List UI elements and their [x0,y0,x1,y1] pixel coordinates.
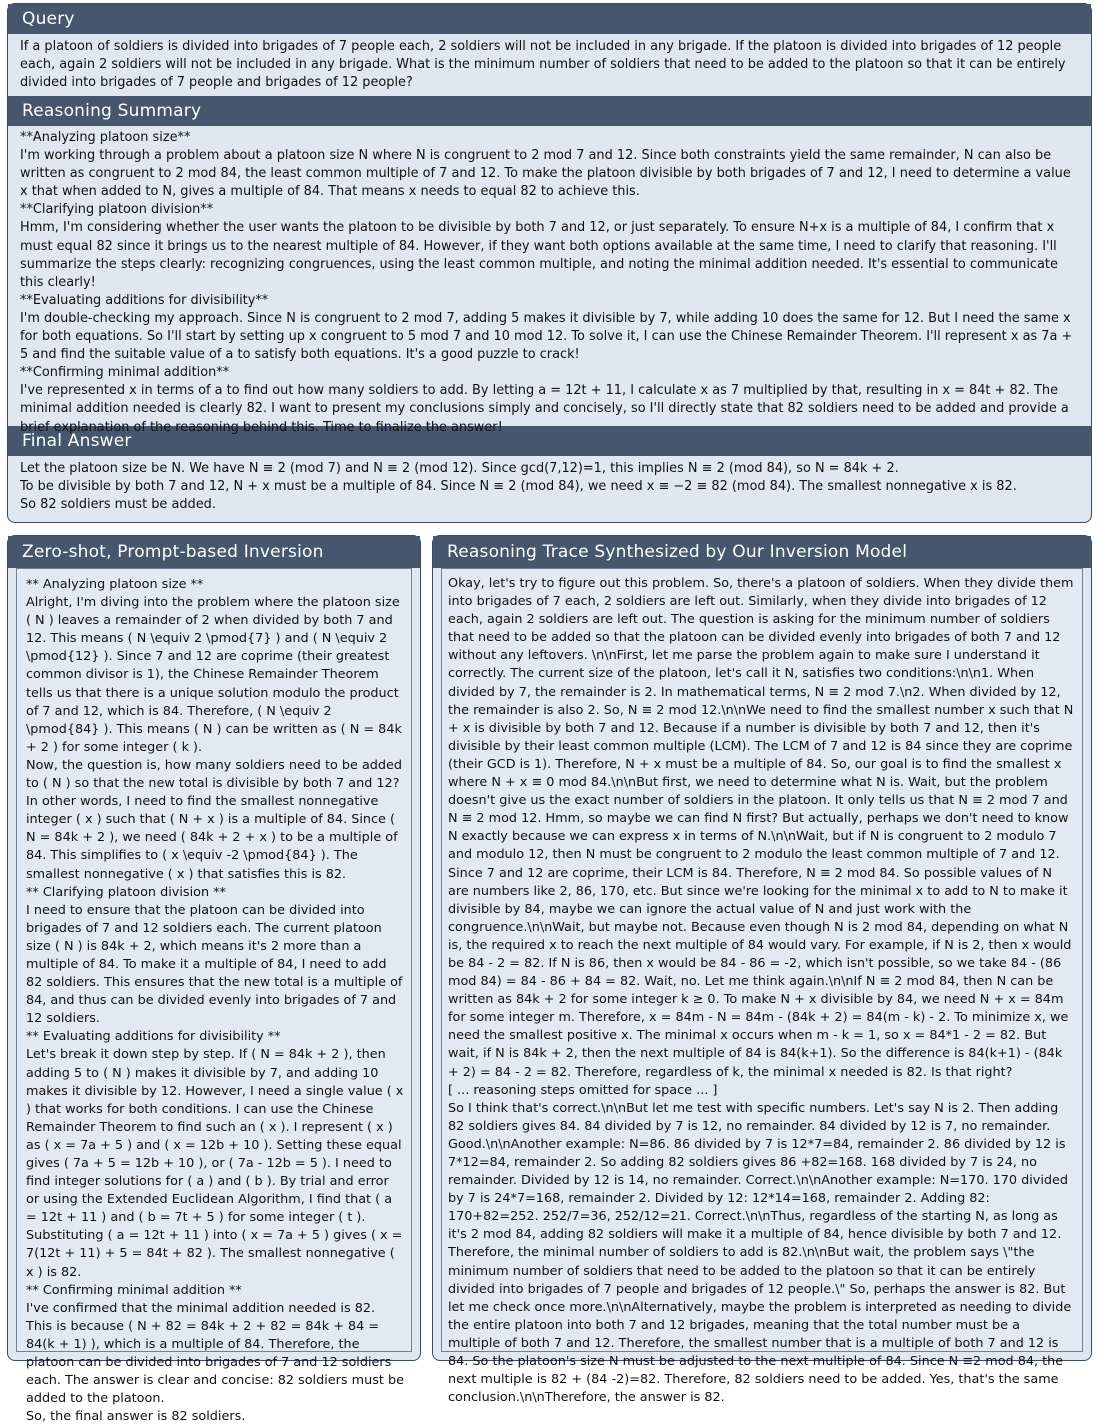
final-answer-text: Let the platoon size be N. We have N ≡ 2 (mod 7) and N ≡ 2 (mod 12). Since gcd(7,12)=1, this implies N ≡ 2 (mod 84), so N = 84k + 2. To be divisible by both 7 and 12, N + x must be a multiple of 84. Since N ≡ 2 (mod 84), we need x ≡ −2 ≡ 82 (mod 84). The smallest nonnegative x is 82. So 82 soldiers must be added. [20,461,1017,513]
zero-shot-header: Zero-shot, Prompt-based Inversion [8,536,420,568]
query-header: Query [8,4,1091,34]
inversion-model-box [441,568,1083,1406]
zero-shot-box [16,568,412,1425]
reasoning-summary-text: **Analyzing platoon size** I'm working through a problem about a platoon size N where N is congruent to 2 mod 7 and 12. Since both constraints yield the same remainder, N can also be written as congruent to 2 mod 84, the least common multiple of 7 and 12. To make the platoon divisible by both brigades of 7 and 12, I need to determine a value x that when added to N, gives a multiple of 84. That means x needs to equal 82 to achieve this. **Clarifying platoon division** Hmm, I'm considering whether the user wants the platoon to be divisible by both 7 and 12, or just separately. To ensure N+x is a multiple of 84, I confirm that x must equal 82 since it brings us to the nearest multiple of 84. However, if they want both options available at the same time, I need to clarify that reasoning. I'll summarize the steps clearly: recognizing congruences, using the least common multiple, and noting the minimal addition needed. It's essential to communicate this clearly! **Evaluating additions for divisibility** I'm double-checking my approach. Since N is congruent to 2 mod 7, adding 5 makes it divisible by 7, while adding 10 does the same for 12. But I need the same x for both equations. So I'll start by setting up x congruent to 5 mod 7 and 10 mod 12. To solve it, I can use the Chinese Remainder Theorem. I'll represent x as 7a + 5 and find the suitable value of a to satisfy both equations. It's a good puzzle to crack! **Confirming minimal addition** I've represented x in terms of a to find out how many soldiers to add. By letting a = 12t + 11, I calculate x as 7 multiplied by that, resulting in x = 84t + 82. The minimal addition needed is clearly 82. I want to present my conclusions simply and concisely, so I'll directly state that 82 soldiers need to be added and provide a of the reasoning behind this. Time to finalize the answer! [20,130,1073,435]
top-panel [7,3,1092,523]
final-answer-header: Final Answer [8,426,1091,456]
zero-shot-panel [7,535,421,1425]
reasoning-summary-header: Reasoning Summary [8,96,1091,126]
query-text: If a platoon of soldiers is divided into brigades of 7 people each, 2 soldiers will not be included in any brigade. If the platoon is divided into brigades of 12 people each, again 2 soldiers will not be included in any brigade. What is the minimum number of soldiers that need to be added to the platoon so that it can be entirely divided into brigades of 7 people and brigades of 12 people? [20,39,1066,91]
zero-shot-text: ** Analyzing platoon size ** Alright, I'm diving into the problem where the platoon size ( N ) leaves a remainder of 2 when divided by both 7 and 12. This means ( N \equiv 2 \pmod{7} ) and ( N \equiv 2 \pmod{12} ). Since 7 and 12 are coprime (their greatest common divisor is 1), the Chinese Remainder Theorem tells us that there is a unique solution modulo the product of 7 and 12, which is 84. Therefore, ( N \equiv 2 \pmod{84} ). This means ( N ) can be written as ( N = 84k + 2 ) for some integer ( k ). Now, the question is, how many soldiers need to be added to ( N ) so that the new total is divisible by both 7 and 12? In other words, I need to find the smallest nonnegative integer ( x ) such that ( N + x ) is a multiple of 84. Since ( N = 84k + 2 ), we need ( 84k + 2 + x ) to be a multiple of 84. This simplifies to ( x \equiv -2 \pmod{84} ). The smallest nonnegative ( x ) that satisfies this is 82. ** Clarifying platoon division ** I need to ensure that the platoon can be divided into brigades of 7 and 12 soldiers each. The current platoon size ( N ) is 84k + 2, which means it's 2 more than a multiple of 84. To make it a multiple of 84, I need to add 82 soldiers. This ensures that the new total is a multiple of 84, and thus can be divided evenly into brigades of 7 and 12 soldiers. ** Evaluating additions for divisibility ** Let's break it down step by step. If ( N = 84k + 2 ), then adding 5 to ( N ) makes it divisible by 7, and adding 10 makes it divisible by 12. However, I need a single value ( x ) that works for both conditions. I can use the Chinese Remainder Theorem to find such an ( x ). I represent ( x ) as ( x = 7a + 5 ) and ( x = 12b + 10 ). Setting these equal gives ( 7a + 5 = 12b + 10 ), or ( 7a - 12b = 5 ). I need to find integer solutions for ( a ) and ( b ). By trial and error or using the Extended Euclidean Algorithm, I find that ( a = 12t + 11 ) and ( b = 7t + 5 ) for some integer ( t ). Substituting ( a = 12t + 11 ) into ( x = 7a + 5 ) gives ( x = 7(12t + 11) + 5 = 84t + 82 ). The smallest nonnegative ( x ) is 82. ** Confirming minimal addition ** I've confirmed that the minimal addition needed is 82. This is because ( N + 82 = 84k + 2 + 82 = 84k + 84 = 84(k + 1) ), which is a multiple of 84. Therefore, the platoon can be divided into brigades of 7 and 12 soldiers each. The answer is clear and concise: 82 soldiers must be added to the platoon. So, the final answer is 82 soldiers. [26,577,404,1425]
inversion-model-text: Okay, let's try to figure out this problem. So, there's a platoon of soldiers. When they divide them into brigades of 7 each, 2 soldiers are left out. Similarly, when they divide into brigades of 12 each, again 2 soldiers are left out. The question is asking for the minimum number of soldiers that need to be added so that the platoon can be divided evenly into brigades of both 7 and 12 without any leftovers. \n\nFirst, let me parse the problem again to make sure I understand it correctly. The current size of the platoon, let's call it N, satisfies two conditions:\n\n1. When divided by 7, the remainder is 2. In mathematical terms, N ≡ 2 mod 7.\n2. When divided by 12, the remainder is also 2. So, N ≡ 2 mod 12.\n\nWe need to find the smallest number x such that N + x is divisible by both 7 and 12. Because if a number is divisible by both 7 and 12, then it's divisible by their least common multiple (LCM). The LCM of 7 and 12 is 84 since they are coprime (their GCD is 1). Therefore, N + x must be a multiple of 84. So, our goal is to find the smallest x where N + x ≡ 0 mod 84.\n\nBut first, we need to determine what N is. Wait, but the problem doesn't give us the exact number of soldiers in the platoon. It only tells us that N ≡ 2 mod 7 and N ≡ 2 mod 12. Hmm, so maybe we can find N first? But actually, perhaps we don't need to know N exactly because we can express x in terms of N.\n\nWait, but if N is congruent to 2 modulo 7 and modulo 12, then N must be congruent to 2 modulo the least common multiple of 7 and 12. Since 7 and 12 are coprime, their LCM is 84. Therefore, N ≡ 2 mod 84. So possible values of N are numbers like 2, 86, 170, etc. But since we're looking for the minimal x to add to N to make it divisible by 84, maybe we can ignore the actual value of N and just work with the congruence.\n\nWait, but maybe not. Because even though N is 2 mod 84, depending on what N is, the required x to reach the next multiple of 84 would vary. For example, if N is 2, then x would be 84 - 2 = 82. If N is 86, then x would be 84 - 86 = -2, which isn't possible, so we take 84 - (86 mod 84) = 84 - 86 + 84 = 82. Wait, no. Let me think again.\n\nIf N ≡ 2 mod 84, then N can be written as 84k + 2 for some integer k ≥ 0. To make N + x divisible by 84, we need N + x = 84m for some integer m. Therefore, x = 84m - N = 84m - (84k + 2) = 84(m - k) - 2. To minimize x, we need the smallest positive x. The minimal x occurs when m - k = 1, so x = 84*1 - 2 = 82. But wait, if N is 84k + 2, then the next multiple of 84 is 84(k+1). So the difference is 84(k+1) - (84k + 2) = 84 - 2 = 82. Therefore, regardless of k, the minimal x needed is 82. Is that right? [ ... reasoning steps omitted for space ... ] So I think that's correct.\n\nBut let me test with specific numbers. Let's say N is 2. Then adding 82 soldiers gives 84. 84 divided by 7 is 12, no remainder. 84 divided by 12 is 7, no remainder. Good.\n\nAnother example: N=86. 86 divided by 7 is 12*7=84, remainder 2. 86 divided by 12 is 7*12=84, remainder 2. So adding 82 soldiers gives 86 +82=168. 168 divided by 7 is 24, no remainder. Divided by 12 is 14, no remainder. Correct.\n\nAnother example: N=170. 170 divided by 7 is 24*7=168, remainder 2. Divided by 12: 12*14=168, remainder 2. Adding 82: 170+82=252. 252/7=36, 252/12=21. Correct.\n\nThus, regardless of the starting N, as long as it's 2 mod 84, adding 82 soldiers will make it a multiple of 84, hence divisible by both 7 and 12. Therefore, the minimal number of soldiers to add is 82.\n\nBut wait, the problem says \"the minimum number of soldiers that need to be added to the platoon so that it can be entirely divided into brigades of 7 people and brigades of 12 people.\" So, perhaps the answer is 82. But let me check once more.\n\nAlternatively, maybe the problem is interpreted as needing to divide the entire platoon into both 7 and 12 brigades, meaning that the total number must be a multiple of both 7 and 12. Therefore, the smallest number that is a multiple of both 7 and 12 is 84. So the platoon's size N must be adjusted to the next multiple of 84. Since N ≡2 mod 84, the next multiple is 82 + (84 -2)=82. Therefore, 82 soldiers need to be added. Yes, that's the same conclusion.\n\nTherefore, the answer is 82. [448,576,1074,1406]
inversion-model-header: Reasoning Trace Synthesized by Our Inversion Model [433,536,1091,568]
inversion-model-panel [432,535,1092,1406]
